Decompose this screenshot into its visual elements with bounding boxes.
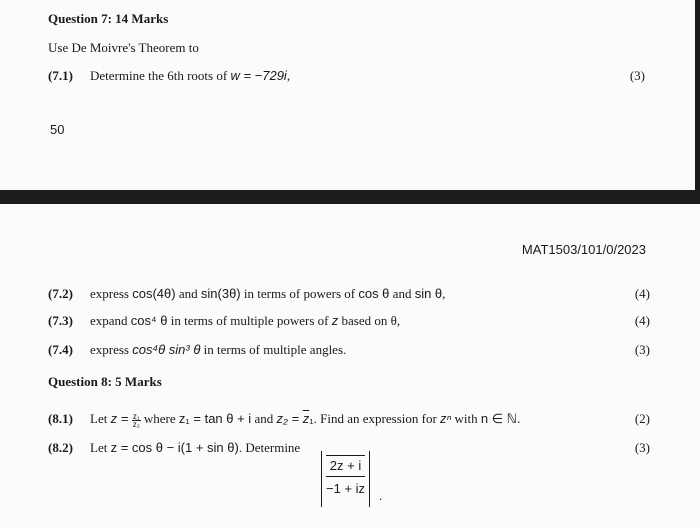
item-8-2: (8.2) Let z = cos θ − i(1 + sin θ). Determine xyxy=(48,440,301,455)
expression-period: . xyxy=(379,488,383,503)
question-7-intro: Use De Moivre's Theorem to xyxy=(48,40,199,55)
fraction: $\frac{\text{z₁}}{\text{z₂}}$ xyxy=(132,411,140,429)
question-7-title: Question 7: 14 Marks xyxy=(48,11,169,26)
item-number: (7.4) xyxy=(48,342,73,357)
expression-numerator: 2z + i xyxy=(326,455,365,476)
page-number: 50 xyxy=(50,122,65,137)
item-7-2: (7.2) express cos(4θ) and sin(3θ) in terms of powers of cos θ and sin θ, xyxy=(48,286,446,301)
marks-8-2: (3) xyxy=(634,440,650,455)
item-number: (8.1) xyxy=(48,411,73,426)
item-7-3: (7.3) expand cos⁴ θ in terms of multiple powers of z based on θ, xyxy=(48,313,401,328)
marks-7-1: (3) xyxy=(629,68,645,83)
item-number: (7.2) xyxy=(48,286,73,301)
marks-7-4: (3) xyxy=(634,342,650,357)
marks-8-1: (2) xyxy=(634,411,650,426)
marks-7-3: (4) xyxy=(634,313,650,328)
marks-7-2: (4) xyxy=(634,286,650,301)
absolute-value-expression xyxy=(321,451,370,507)
expression-denominator: −1 + iz xyxy=(326,481,366,496)
item-7-4: (7.4) express cos⁴θ sin³ θ in terms of multiple angles. xyxy=(48,342,347,357)
header-code: MAT1503/101/0/2023 xyxy=(521,242,646,257)
item-number: (8.2) xyxy=(48,440,73,455)
item-7-1: (7.1) Determine the 6th roots of w = −729i, xyxy=(48,68,291,83)
page-top xyxy=(0,0,695,190)
item-number: (7.3) xyxy=(48,313,73,328)
item-8-1: (8.1) Let z = $\frac{\text{z₁}}{\text{z₂}}$ where z₁ = tan θ + i and $z_2 = \overline{z}_1$. Find an expression for zⁿ with n ∈ ℕ. xyxy=(48,411,521,429)
item-number: (7.1) xyxy=(48,68,73,83)
question-8-title: Question 8: 5 Marks xyxy=(48,374,162,389)
